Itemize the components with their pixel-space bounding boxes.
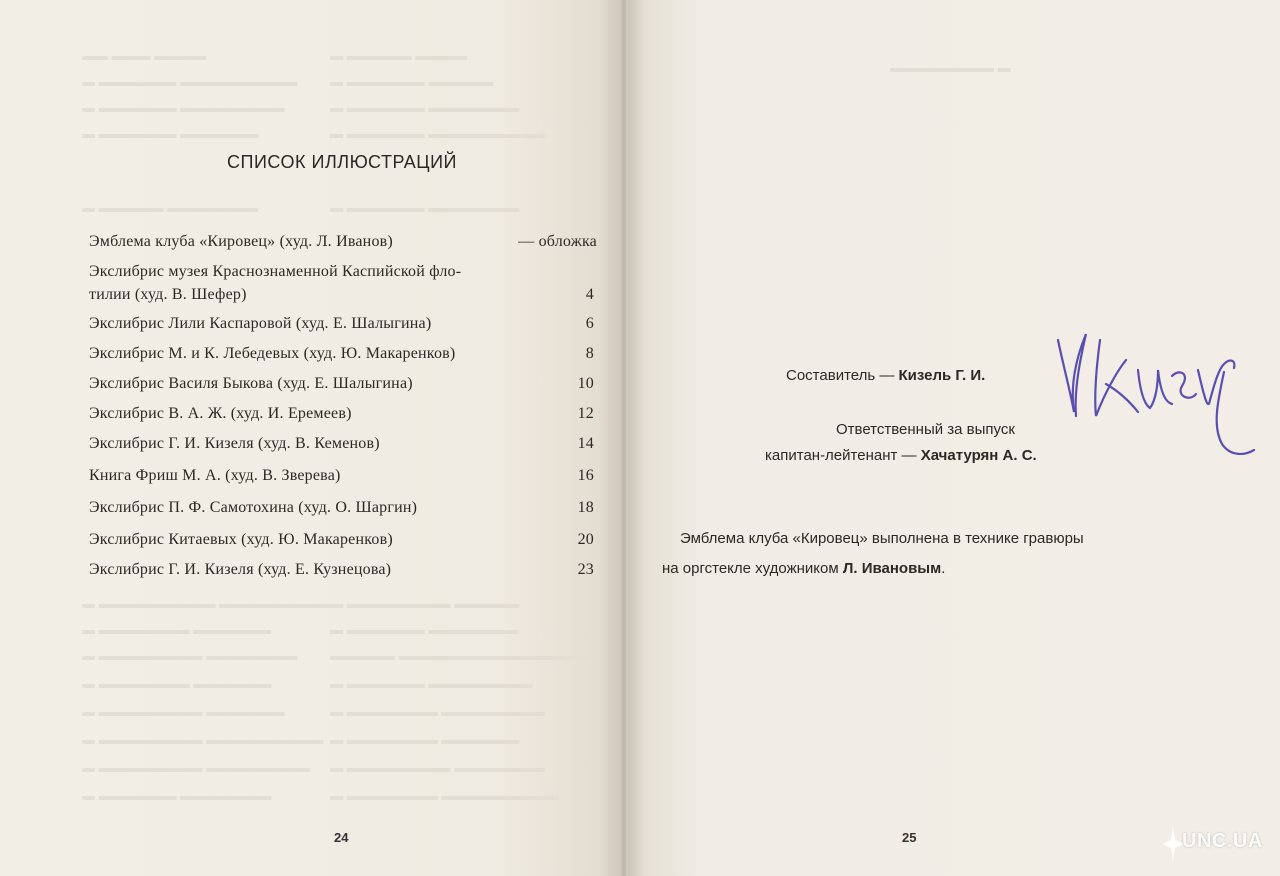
list-item [89, 560, 594, 580]
item-page: 12 [577, 405, 594, 422]
artist-name: Л. Ивановым [842, 560, 942, 577]
compiler-name: Кизель Г. И. [898, 367, 986, 384]
list-item [89, 498, 594, 518]
item-page: 16 [577, 467, 594, 484]
list-item [89, 374, 594, 394]
list-item [89, 262, 594, 302]
compiler-label: Составитель — [786, 367, 895, 384]
handwritten-signature [1040, 300, 1260, 470]
list-item [89, 232, 597, 252]
item-text: Книга Фриш М. А. (худ. В. Зверева) [89, 467, 341, 484]
list-item [89, 530, 594, 550]
item-page: 23 [577, 561, 594, 578]
item-page: 10 [577, 375, 594, 392]
item-page: 8 [585, 345, 594, 362]
site-watermark [1160, 818, 1276, 868]
item-text: Эмблема клуба «Кировец» (худ. Л. Иванов) [89, 233, 393, 250]
responsible-name: Хачатурян А. С. [920, 447, 1037, 464]
item-text: Экслибрис М. и К. Лебедевых (худ. Ю. Макаренков) [89, 345, 456, 362]
emblem-line-2 [662, 560, 945, 577]
item-text: Экслибрис В. А. Ж. (худ. И. Еремеев) [89, 405, 352, 422]
book-spread: ▬▬ ▬▬▬ ▬▬▬▬ ▬ ▬▬▬▬▬ ▬▬▬▬ ▬ ▬▬▬▬▬▬ ▬▬▬▬▬▬▬▬▬ ▬ ▬▬▬▬▬▬ ▬▬▬▬▬ ▬ ▬▬▬▬▬▬ ▬▬▬▬▬▬▬▬ ▬ ▬▬▬▬▬▬ ▬▬▬▬▬▬▬ ▬ ▬▬▬▬▬▬ ▬▬▬▬▬▬ ▬ ▬▬▬▬▬▬ ▬▬▬▬▬▬▬▬▬ ▬ ▬▬▬▬▬ ▬▬▬▬▬▬▬ ▬ ▬▬▬▬▬▬ ▬▬▬▬▬▬▬ ▬ ▬▬▬▬▬▬▬▬▬ ▬▬▬▬▬▬▬▬▬ ▬ ▬▬▬▬▬▬▬▬ ▬▬▬▬▬ ▬ ▬▬▬▬▬▬▬ ▬▬▬▬▬▬ ▬ ▬▬▬▬▬▬ ▬▬▬▬▬▬▬ ▬ ▬▬▬▬▬▬▬▬ ▬▬▬▬▬▬▬ ▬▬▬▬▬ ▬▬▬▬▬▬▬▬▬▬▬▬▬▬▬ ▬ ▬▬▬▬▬▬▬ ▬▬▬▬▬▬ ▬ ▬▬▬▬▬▬ ▬▬▬▬▬▬▬▬ ▬ ▬▬▬▬▬▬▬▬ ▬▬▬▬▬▬ ▬ ▬▬▬▬▬▬▬ ▬▬▬▬▬▬▬▬ ▬ ▬▬▬▬▬▬▬▬ ▬▬▬▬▬▬▬▬▬ ▬ ▬▬▬▬▬▬▬ ▬▬▬▬▬▬ ▬ ▬▬▬▬▬▬▬▬ ▬▬▬▬▬▬▬▬ ▬ ▬▬▬▬▬▬▬▬ ▬▬▬▬▬▬▬ ▬ ▬▬▬▬▬▬ ▬▬▬▬▬▬▬ ▬ ▬▬▬▬▬▬▬ ▬▬▬▬▬▬▬▬▬ ▬▬▬▬▬▬▬▬ ▬ СПИСОК ИЛЛЮСТРАЦИЙ Эмблема клуба «Кировец» (худ. Л. Иванов) — обложка Экслибрис музея Краснознаменной Каспийской фло- тилии (худ. В. Шефер) 4 Экслибрис Лили Каспаровой (худ. Е. Шалыгина) 6 Экслибрис М. и К. Лебедевых (худ. Ю. Макаренков) 8 Экслибрис Василя Быкова (худ. Е. Шалыгина) 10 Экслибрис В. А. Ж. (худ. И. Еремеев) 12 Экслибрис Г. И. Кизеля (худ. В. Кеменов) 14 Книга Фриш М. А. (худ. В. Зверева) 16 Экслибрис П. Ф. Самотохина (худ. О. Шаргин) 18 Экслибрис Китаевых (худ. Ю. Макаренков) 20 Экслибрис Г. И. Кизеля (худ. Е. Кузнецова) 23 24 Составитель — Кизель Г. И. Ответственный за выпуск капитан-лейтенант — Хачатурян А. С. Эмблема клуба «Кировец» выполнена в технике гравюры на оргстекле художником Л. Ивановым. 25 UNC.UA [0, 0, 1280, 876]
item-text: Экслибрис Г. И. Кизеля (худ. Е. Кузнецова) [89, 561, 392, 578]
emblem-prefix: на оргстекле художником [662, 560, 839, 577]
emblem-line-1: Эмблема клуба «Кировец» выполнена в технике гравюры [680, 530, 1084, 547]
page-title: СПИСОК ИЛЛЮСТРАЦИЙ [227, 152, 457, 172]
list-item [89, 466, 594, 486]
list-item [89, 314, 594, 334]
list-item [89, 404, 594, 424]
item-text: Экслибрис музея Краснознаменной Каспийской фло- [89, 263, 462, 280]
responsible-rank: капитан-лейтенант — [765, 447, 917, 464]
item-text: Экслибрис П. Ф. Самотохина (худ. О. Шаргин) [89, 499, 418, 516]
page-number-right: 25 [902, 830, 917, 845]
item-page: 20 [577, 531, 594, 548]
item-text: Экслибрис Василя Быкова (худ. Е. Шалыгина) [89, 375, 413, 392]
item-page: 14 [577, 435, 594, 452]
responsible-label: Ответственный за выпуск [836, 421, 1015, 438]
item-page: 4 [585, 286, 594, 303]
list-item [89, 434, 594, 454]
watermark-text: UNC.UA [1182, 830, 1263, 852]
item-text-continued: тилии (худ. В. Шефер) [89, 286, 247, 303]
item-page: 6 [585, 315, 594, 332]
item-text: Экслибрис Китаевых (худ. Ю. Макаренков) [89, 531, 393, 548]
item-page: 18 [577, 499, 594, 516]
emblem-suffix: . [941, 560, 946, 577]
list-item [89, 344, 594, 364]
page-number-left: 24 [334, 830, 349, 845]
book-gutter [620, 0, 628, 876]
responsible-line [765, 447, 1037, 464]
compiler-line [786, 367, 985, 384]
item-text: Экслибрис Г. И. Кизеля (худ. В. Кеменов) [89, 435, 380, 452]
item-page: — обложка [518, 233, 597, 250]
item-text: Экслибрис Лили Каспаровой (худ. Е. Шалыгина) [89, 315, 432, 332]
